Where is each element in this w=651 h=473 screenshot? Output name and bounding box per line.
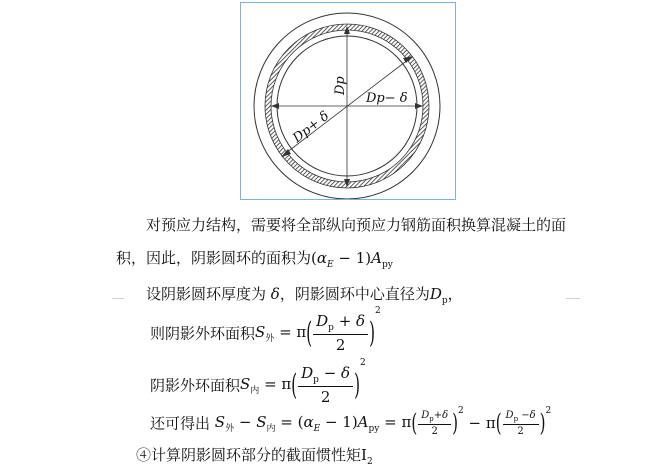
area-formula: $(\alpha_E - 1)A_{py}$ <box>311 249 393 270</box>
arrow-left <box>271 103 279 109</box>
paragraph-1-text: 对预应力结构，需要将全部纵向预应力钢筋面积换算混凝土的面 <box>146 216 567 234</box>
paragraph-line-3: 设阴影圆环厚度为 δ，阴影圆环中心直径为$D_p$， <box>146 285 463 306</box>
separator-left <box>112 298 124 299</box>
step-marker: ④ <box>136 446 152 464</box>
label-dp: Dp <box>333 76 348 95</box>
difference-formula: 还可得出 $S_外 - S_内 = (\alpha_E - 1)A_{py} = \pi$( $\frac{D_p+\delta}{2}$ )$^2$ − π( $\frac{D_p -\delta}{2}$ )$^2$ <box>150 406 552 438</box>
inner-area-formula: 阴影外环面积$S_内 = \pi$( $\frac{D_p - \delta}{2}$ )$^2$ <box>150 358 366 406</box>
step-4-heading: ④计算阴影圆环部分的截面惯性矩$I_2$ <box>136 446 373 467</box>
ring-cross-section-figure <box>240 2 456 200</box>
label-dp-minus-delta: Dp− δ <box>366 91 408 106</box>
separator-right <box>566 298 580 299</box>
arrow-right <box>415 103 423 109</box>
label-dp-plus-delta: Dp+ δ <box>290 108 333 147</box>
ring-diagram <box>241 3 455 199</box>
step-4-text: 计算阴影圆环部分的截面惯性矩 <box>151 446 362 464</box>
paragraph-2-text: 积，因此，阴影圆环的面积为 <box>116 249 312 267</box>
paragraph-line-2 <box>116 247 393 270</box>
paragraph-line-1 <box>146 214 566 235</box>
outer-area-formula: 则阴影外环面积$S_外 = \pi$( $\frac{D_p + \delta}{2}$ )$^2$ <box>150 306 381 354</box>
